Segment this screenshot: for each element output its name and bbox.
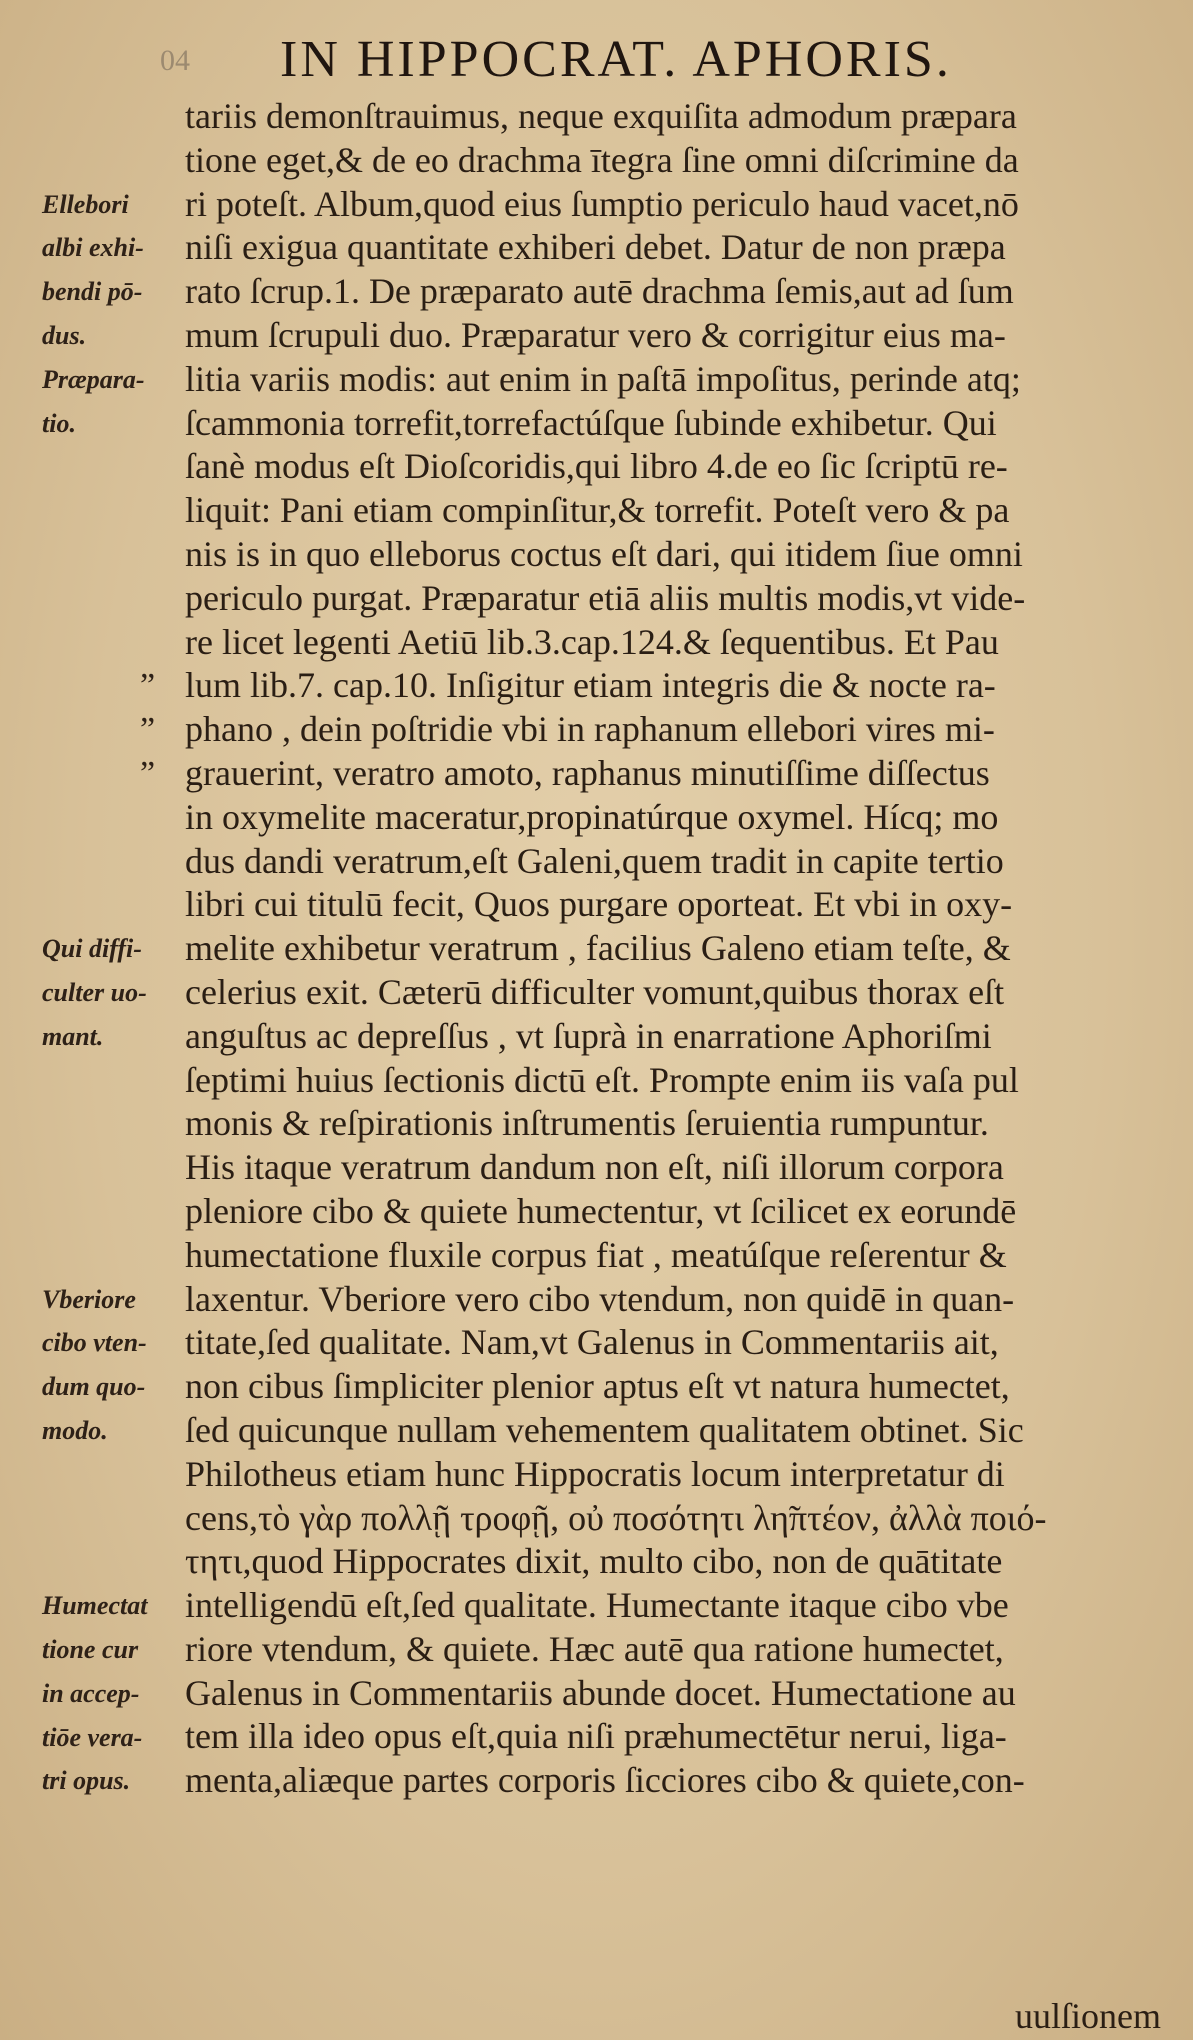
margin-note <box>42 1584 190 1803</box>
text-line: riore vtendum, & quiete. Hæc autē qua ratione humectet, <box>185 1628 1004 1669</box>
text-line: phano , dein poſtridie vbi in raphanum ellebori vires mi- <box>185 709 995 750</box>
text-line: Galenus in Commentariis abunde docet. Humectatione au <box>185 1672 1016 1713</box>
page-header <box>160 30 1153 90</box>
page-number: 04 <box>160 44 190 77</box>
text-line: in oxymelite maceratur,propinatúrque oxymel. Hícq; mo <box>185 796 999 837</box>
text-line: anguſtus ac depreſſus , vt ſuprà in enarratione Aphoriſmi <box>185 1015 992 1056</box>
margin-note-line: tione cur <box>42 1634 139 1664</box>
text-line: ſanè modus eſt Dioſcoridis,qui libro 4.de eo ſic ſcriptū re- <box>185 446 1008 487</box>
margin-note-line: Ellebori <box>42 189 129 219</box>
text-line: ſcammonia torrefit,torrefactúſque ſubinde exhibetur. Qui <box>185 402 997 443</box>
quote-mark: ” <box>140 711 156 749</box>
margin-note-line: dus. <box>42 320 87 350</box>
text-line: melite exhibetur veratrum , facilius Galeno etiam teſte, & <box>185 928 1011 969</box>
text-line: pleniore cibo & quiete humectentur, vt ſcilicet ex eorundē <box>185 1190 1017 1231</box>
body-text <box>185 95 1155 1803</box>
text-line: Philotheus etiam hunc Hippocratis locum interpretatur di <box>185 1453 1005 1494</box>
text-line: rato ſcrup.1. De præparato autē drachma ſemis,aut ad ſum <box>185 271 1014 312</box>
margin-note-line: modo. <box>42 1415 108 1445</box>
text-line: cens,τὸ γὰρ πολλῇ τροφῇ, οὐ ποσότητι λη̃πτέον, ἀλλὰ ποιό- <box>185 1497 1047 1538</box>
margin-note-line: Humectat <box>42 1591 148 1621</box>
margin-note <box>42 358 190 446</box>
text-line: tem illa ideo opus eſt,quia niſi præhumectētur nerui, liga- <box>185 1716 1007 1757</box>
text-line: re licet legenti Aetiū lib.3.cap.124.& ſequentibus. Et Pau <box>185 621 999 662</box>
margin-note-line: Præpara- <box>42 364 145 394</box>
text-line: τητι,quod Hippocrates dixit, multo cibo, non de quātitate <box>185 1541 1003 1582</box>
margin-note-line: culter uo- <box>42 977 147 1007</box>
text-line: tione eget,& de eo drachma ītegra ſine omni diſcrimine da <box>185 139 1019 180</box>
text-line: litia variis modis: aut enim in paſtā impoſitus, perinde atq; <box>185 358 1021 399</box>
text-line: ſed quicunque nullam vehementem qualitatem obtinet. Sic <box>185 1409 1024 1450</box>
text-line: nis is in quo elleborus coctus eſt dari, qui itidem ſiue omni <box>185 533 1023 574</box>
running-head: IN HIPPOCRAT. APHORIS. <box>280 31 952 88</box>
margin-note-line: albi exhi- <box>42 233 144 263</box>
text-line: niſi exigua quantitate exhiberi debet. Datur de non præpa <box>185 227 1006 268</box>
margin-note <box>42 183 190 358</box>
margin-note-line: Vberiore <box>42 1284 136 1314</box>
text-line: His itaque veratrum dandum non eſt, niſi illorum corpora <box>185 1147 1004 1188</box>
margin-note-line: tio. <box>42 408 76 438</box>
text-line: celerius exit. Cæterū difficulter vomunt,quibus thorax eſt <box>185 971 1005 1012</box>
quote-mark: ” <box>140 755 156 792</box>
margin-note-line: mant. <box>42 1021 104 1051</box>
text-line: tariis demonſtrauimus, neque exquiſita admodum præpara <box>185 96 1017 136</box>
margin-note <box>42 927 190 1058</box>
margin-note-line: bendi pō- <box>42 277 143 307</box>
text-line: humectatione fluxile corpus fiat , meatúſque reſerentur & <box>185 1234 1007 1275</box>
text-line: dus dandi veratrum,eſt Galeni,quem tradit in capite tertio <box>185 840 1004 881</box>
margin-notes <box>0 0 185 2040</box>
margin-note-line: cibo vten- <box>42 1328 147 1358</box>
margin-note-line: dum quo- <box>42 1372 146 1402</box>
text-line: lum lib.7. cap.10. Inſigitur etiam integris die & nocte ra- <box>185 665 996 706</box>
text-line: non cibus ſimpliciter plenior aptus eſt vt natura humectet, <box>185 1366 1010 1407</box>
text-line: ri poteſt. Album,quod eius ſumptio periculo haud vacet,nō <box>185 183 1019 224</box>
text-line: libri cui titulū fecit, Quos purgare oporteat. Et vbi in oxy- <box>185 884 1013 925</box>
text-line: grauerint, veratro amoto, raphanus minutiſſime diſſectus <box>185 752 990 793</box>
text-line: liquit: Pani etiam compinſitur,& torrefit. Poteſt vero & pa <box>185 490 1010 531</box>
text-line: intelligendū eſt,ſed qualitate. Humectante itaque cibo vbe <box>185 1585 1009 1626</box>
text-line: mum ſcrupuli duo. Præparatur vero & corrigitur eius ma- <box>185 314 1006 355</box>
quote-mark: ” <box>140 667 156 705</box>
text-line: menta,aliæque partes corporis ſicciores cibo & quiete,con- <box>185 1760 1025 1801</box>
margin-note-line: Qui diffi- <box>42 934 142 964</box>
text-line: monis & reſpirationis inſtrumentis ſeruientia rumpuntur. <box>185 1103 989 1144</box>
margin-note <box>42 1278 190 1453</box>
margin-note-line: in accep- <box>42 1678 140 1708</box>
text-line: laxentur. Vberiore vero cibo vtendum, non quidē in quan- <box>185 1278 1015 1319</box>
text-line: periculo purgat. Præparatur etiā aliis multis modis,vt vide- <box>185 577 1026 618</box>
margin-note-line: tri opus. <box>42 1766 131 1796</box>
text-line: titate,ſed qualitate. Nam,vt Galenus in Commentariis ait, <box>185 1322 999 1363</box>
catchword: uulſionem <box>1015 1996 1161 2036</box>
text-line: ſeptimi huius ſectionis dictū eſt. Prompte enim iis vaſa pul <box>185 1059 1019 1100</box>
margin-note-line: tiōe vera- <box>42 1722 143 1752</box>
